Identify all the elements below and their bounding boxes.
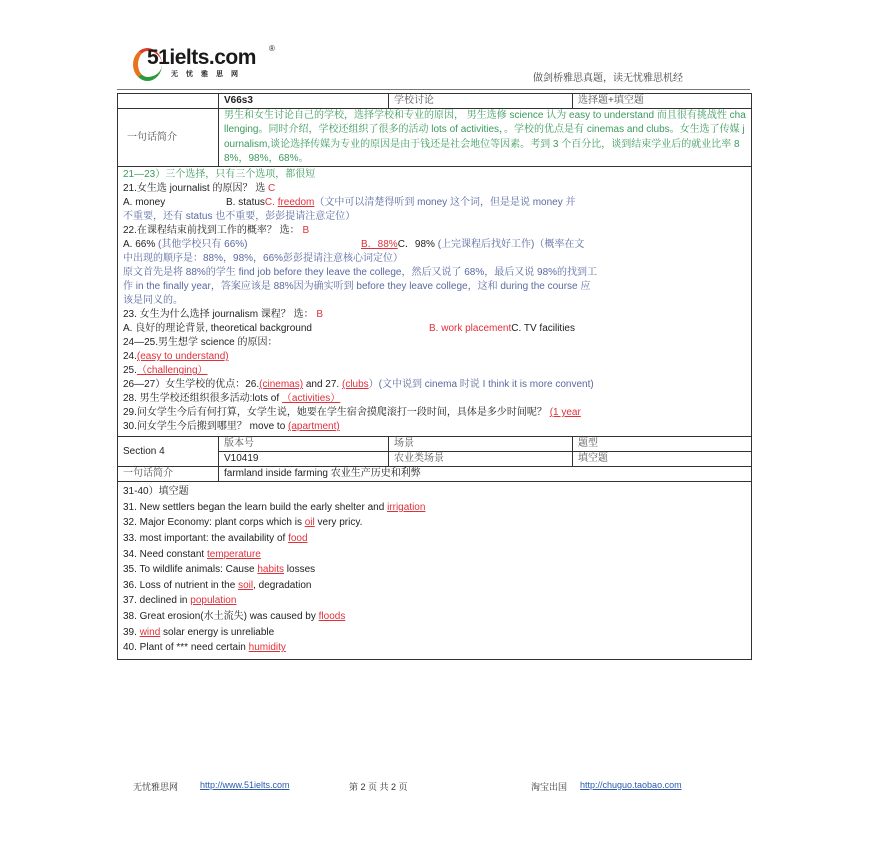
question-text: very pricy. (314, 517, 363, 529)
footer-site-link[interactable] (200, 780, 290, 790)
question-text: , degradation (253, 579, 312, 591)
answer-line (123, 562, 746, 578)
section3-table (117, 93, 752, 437)
question-text: 26—27）女生学校的优点：26. (123, 379, 260, 391)
question-text: C (268, 183, 276, 195)
question-text: 34. Need constant (123, 548, 207, 560)
question-text: and 27. (303, 379, 342, 391)
footer-site-url[interactable]: http://www.51ielts.com (200, 780, 290, 790)
answer-line (123, 266, 746, 280)
answer-line (123, 593, 746, 609)
footer-shop-link[interactable] (580, 780, 682, 790)
question-text: C. TV facilities (511, 323, 575, 335)
answer-text: oil (304, 517, 315, 529)
section4-label: Section 4 (118, 437, 219, 467)
answer-line (123, 406, 746, 420)
answer-line (123, 640, 746, 656)
question-text: A. 66% (123, 239, 156, 251)
footer-shop-url[interactable]: http://chuguo.taobao.com (580, 780, 682, 790)
document-body (117, 93, 751, 660)
question-text: C. (264, 197, 278, 209)
answer-line (123, 224, 746, 238)
answer-line (123, 336, 746, 350)
question-text: 31. New settlers began the learn build the early shelter and (123, 501, 388, 513)
footer-site-name: 无忧雅思网 (133, 782, 179, 792)
header-slogan: 做剑桥雅思真题，读无忧雅思机经 (533, 73, 683, 84)
answer-text: (1 year (549, 407, 581, 419)
answer-text: humidity (248, 642, 286, 654)
answer-column (429, 323, 575, 334)
note-text: 该是同义的。 (123, 295, 183, 307)
footer-shop-name: 淘宝出国 (531, 782, 568, 792)
question-text: B. status (226, 197, 265, 209)
section4-table (117, 436, 752, 660)
answer-line (123, 609, 746, 625)
answer-column (226, 197, 576, 208)
answer-text: irrigation (387, 501, 426, 513)
question-text: 21.女生选 journalist 的原因？ 选 (123, 183, 269, 195)
col-type: 题型 (573, 437, 752, 452)
question-text: A. 良好的理论背景, theoretical background (123, 323, 312, 335)
answer-line (123, 364, 746, 378)
answer-line (123, 392, 746, 406)
note-text: 中出现的顺序是：88%，98%，66%彭彭提请注意核心词定位） (123, 253, 404, 265)
site-logo (133, 44, 283, 84)
answer-column (123, 322, 429, 336)
answer-text: wind (139, 626, 161, 638)
question-text: C．98% (397, 239, 435, 251)
answer-text: population (190, 595, 237, 607)
question-text: 24. (123, 351, 137, 363)
answer-text: food (288, 532, 308, 544)
question-text: 30.问女学生今后搬到哪里？ move to (123, 421, 289, 433)
answer-line (123, 238, 746, 252)
answer-column (123, 238, 361, 252)
answer-text: B．88% (361, 239, 398, 251)
answer-line (123, 578, 746, 594)
section3-brief-label: 一句话简介 (118, 109, 219, 167)
section3-brief: 男生和女生讨论自己的学校，选择学校和专业的原因， 男生选修 science 认为 easy to understand 而且很有挑战性 challenging。同时介绍，学校还组织了很多的活动 lots of activities，。学校的优点是有 cinemas and clubs。女生选了传媒 journalism,谈论选择传媒为专业的原因是由于钱还是社会地位等因素。考到 3 个百分比，谈到结束学业后的就业比率 88%，98%，68%。 (219, 109, 752, 167)
answer-line (123, 168, 746, 182)
answer-text: （activities） (281, 393, 341, 405)
question-text: solar energy is unreliable (160, 626, 275, 638)
answer-column (361, 239, 584, 250)
answer-line (123, 182, 746, 196)
answer-line (123, 515, 746, 531)
answer-text: temperature (206, 548, 261, 560)
answer-line (123, 210, 746, 224)
answer-line (123, 280, 746, 294)
logo-subtitle: 无忧雅思网 (171, 71, 246, 78)
section3-scene: 学校讨论 (389, 94, 573, 109)
answer-column (123, 196, 226, 210)
note-text: 作 in the finally year，答案应该是 88%因为确实听到 before they leave college，这和 during the course 应 (123, 281, 591, 293)
answer-text: floods (318, 610, 346, 622)
note-text: (上完课程后找好工作)（概率在文 (434, 239, 585, 251)
section4-scene: 农业类场景 (389, 452, 573, 467)
answer-line (123, 625, 746, 641)
answer-text: freedom (277, 197, 315, 209)
question-text: 29.问女学生今后有何打算，女学生说，她要在学生宿舍摸爬滚打一段时间，具体是多少时间呢？ (123, 407, 550, 419)
question-text: B (302, 225, 310, 237)
answer-text: (clubs (341, 379, 369, 391)
answer-line (123, 531, 746, 547)
note-text: （文中可以清楚得听到 money 这个词，但是是说 money 并 (314, 197, 576, 209)
note-text: 原文首先是将 88%的学生 find job before they leave the college，然后又说了 68%，最后又说 98%的找到工 (123, 267, 598, 279)
answer-text: (easy to understand) (136, 351, 229, 363)
question-text: 38. Great erosion(水土流失) was caused by (123, 610, 319, 622)
section3-blank-cell (118, 94, 219, 109)
section4-version: V10419 (219, 452, 389, 467)
answer-text: habits (257, 564, 285, 576)
question-text: 22.在课程结束前找到工作的概率？ 选： (123, 225, 303, 237)
section4-type: 填空题 (573, 452, 752, 467)
note-text: ）(文中说到 cinema 时说 I think it is more convent) (368, 379, 594, 391)
answer-line (123, 378, 746, 392)
answer-line (123, 322, 746, 336)
answer-text: (cinemas) (259, 379, 304, 391)
logo-text: 51ielts.com (147, 46, 256, 69)
section3-code: V66s3 (219, 94, 389, 109)
header-divider (117, 89, 750, 90)
question-text: 24—25.男生想学 science 的原因： (123, 337, 278, 349)
question-text: B. work placement (429, 323, 512, 335)
section3-type: 选择题+填空题 (573, 94, 752, 109)
note-text: (其他学校只有 66%) (155, 239, 248, 251)
question-text: 35. To wildlife animals: Cause (123, 564, 258, 576)
answer-line (123, 547, 746, 563)
note-text: 不重要，还有 status 也不重要，彭彭提请注意定位） (123, 211, 356, 223)
question-text: 25. (123, 365, 137, 377)
col-version: 版本号 (219, 437, 389, 452)
section4-brief-label: 一句话简介 (118, 467, 219, 482)
section4-brief: farmland inside farming 农业生产历史和利弊 (219, 467, 752, 482)
answer-line (123, 500, 746, 516)
answer-line (123, 294, 746, 308)
answer-text: （challenging） (136, 365, 208, 377)
answer-line (123, 196, 746, 210)
question-text: 23. 女生为什么选择 journalism 课程？ 选： (123, 309, 317, 321)
section4-answers (118, 482, 752, 660)
footer-page-info: 第 2 页 共 2 页 (349, 782, 408, 792)
answer-line (123, 484, 746, 500)
answer-line (123, 308, 746, 322)
answer-line (123, 420, 746, 434)
col-scene: 场景 (389, 437, 573, 452)
answer-line (123, 252, 746, 266)
section3-answers (118, 167, 752, 437)
answer-text: (apartment) (288, 421, 340, 433)
registered-icon: ® (269, 44, 275, 53)
question-text: 37. declined in (123, 595, 191, 607)
answer-text: soil (238, 579, 254, 591)
question-text: 40. Plant of *** need certain (123, 642, 249, 654)
question-text: 21—23）三个选择，只有三个选项，都很短 (123, 169, 316, 181)
question-text: 31-40）填空题 (123, 486, 189, 498)
question-text: 33. most important: the availability of (123, 532, 289, 544)
question-text: losses (284, 564, 316, 576)
question-text: A. money (123, 197, 166, 209)
question-text: 36. Loss of nutrient in the (123, 579, 239, 591)
question-text: 39. (123, 626, 140, 638)
question-text: 28. 男生学校还组织很多活动:lots of (123, 393, 282, 405)
question-text: B (316, 309, 324, 321)
question-text: 32. Major Economy: plant corps which is (123, 517, 305, 529)
answer-line (123, 350, 746, 364)
